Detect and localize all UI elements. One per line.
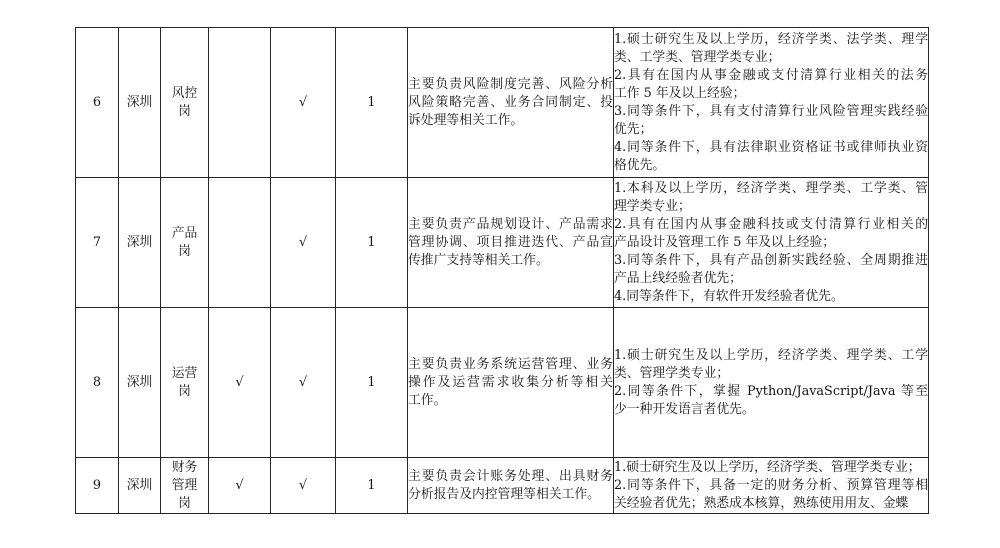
position-name-line: 运营 <box>171 365 198 381</box>
row-number: 6 <box>92 94 102 110</box>
requirement-item <box>614 288 928 306</box>
job-duties-line: 风险策略完善、业务合同制定、投 <box>408 94 613 110</box>
check-mark-cell <box>271 178 336 308</box>
work-location-cell <box>119 28 161 178</box>
job-duties-line: 传推广支持等相关工作。 <box>408 252 549 268</box>
requirement-item <box>614 459 928 477</box>
position-name-line: 风控 <box>171 85 198 101</box>
job-duties-line: 分析报告及内控管理等相关工作。 <box>408 486 600 502</box>
requirement-line: 工作 5 年及以上经验； <box>614 85 746 101</box>
requirement-line: 1.硕士研究生及以上学历，经济学类、管理学类专业； <box>614 459 921 475</box>
job-duties-line: 主要负责产品规划设计、产品需求 <box>408 216 613 232</box>
headcount: 1 <box>367 94 376 110</box>
job-duties-line: 诉处理等相关工作。 <box>408 112 524 128</box>
check-mark: √ <box>235 374 244 390</box>
job-requirements-cell <box>614 178 929 308</box>
job-duties-cell <box>408 308 614 458</box>
job-duties-line: 主要负责风险制度完善、风险分析 <box>408 76 613 92</box>
table-row <box>76 28 929 178</box>
check-mark-cell <box>271 308 336 458</box>
position-name-line: 岗 <box>178 243 191 259</box>
requirement-line: 2.具有在国内从事金融或支付清算行业相关的法务 <box>614 67 928 83</box>
requirement-item <box>614 252 928 288</box>
row-number: 7 <box>92 234 102 250</box>
position-name-line: 岗 <box>178 103 191 119</box>
work-location: 深圳 <box>126 234 153 250</box>
requirement-line: 1.硕士研究生及以上学历，经济学类、法学类、理学 <box>614 31 928 47</box>
requirement-item <box>614 216 928 252</box>
requirement-line: 类、工学类、管理学类专业； <box>614 49 781 65</box>
requirement-line: 3.同等条件下，具有支付清算行业风险管理实践经验 <box>614 103 928 119</box>
requirement-line: 2.同等条件下，具备一定的财务分析、预算管理等相 <box>614 477 928 493</box>
headcount: 1 <box>367 234 376 250</box>
row-number-cell <box>76 458 119 514</box>
check-mark-cell <box>271 28 336 178</box>
requirement-line: 4.同等条件下，有软件开发经验者优先。 <box>614 288 844 304</box>
position-name-line: 财务 <box>171 459 198 475</box>
work-location: 深圳 <box>126 94 153 110</box>
position-name-line: 岗 <box>178 383 191 399</box>
position-name-line: 岗 <box>178 495 191 511</box>
requirement-item <box>614 103 928 139</box>
requirement-item <box>614 31 928 67</box>
table-row <box>76 308 929 458</box>
check-mark: √ <box>298 477 308 493</box>
requirement-line: 2.同等条件下，掌握 Python/JavaScript/Java 等至 <box>614 383 928 399</box>
job-duties-line: 管理协调、项目推进迭代、产品宣 <box>408 234 613 250</box>
requirement-item <box>614 180 928 216</box>
requirement-item <box>614 477 928 513</box>
check-mark-cell <box>271 458 336 514</box>
requirement-line: 产品上线经验者优先； <box>614 270 742 286</box>
headcount-cell <box>336 28 408 178</box>
work-location-cell <box>119 178 161 308</box>
table-row <box>76 458 929 514</box>
headcount: 1 <box>367 374 376 390</box>
requirement-line: 类、管理学类专业； <box>614 365 730 381</box>
position-name-cell <box>161 28 209 178</box>
requirement-line: 1.硕士研究生及以上学历，经济学类、理学类、工学 <box>614 347 928 363</box>
check-mark-cell <box>209 178 271 308</box>
check-mark: √ <box>298 374 308 390</box>
requirement-line: 少一种开发语言者优先。 <box>614 401 755 417</box>
requirement-item <box>614 67 928 103</box>
requirement-line: 3.同等条件下，具有产品创新实践经验、全周期推进 <box>614 252 928 268</box>
check-mark-cell <box>209 458 271 514</box>
job-requirements-cell <box>614 28 929 178</box>
row-number-cell <box>76 178 119 308</box>
requirement-line: 关经验者优先；熟悉成本核算，熟练使用用友、金蝶 <box>614 495 909 511</box>
check-mark: √ <box>298 234 308 250</box>
requirement-line: 理学类专业； <box>614 198 691 214</box>
job-duties-cell <box>408 458 614 514</box>
job-duties-line: 操作及运营需求收集分析等相关 <box>408 374 613 390</box>
job-duties-line: 主要负责业务系统运营管理、业务 <box>408 356 613 372</box>
job-requirements-cell <box>614 308 929 458</box>
headcount-cell <box>336 178 408 308</box>
position-name-line: 管理 <box>171 477 198 493</box>
work-location: 深圳 <box>126 477 153 493</box>
check-mark: √ <box>298 94 308 110</box>
table-row <box>76 178 929 308</box>
position-name-cell <box>161 308 209 458</box>
job-requirements-cell <box>614 458 929 514</box>
check-mark-cell <box>209 308 271 458</box>
check-mark: √ <box>235 477 244 493</box>
requirement-line: 1.本科及以上学历，经济学类、理学类、工学类、管 <box>614 180 928 196</box>
row-number-cell <box>76 28 119 178</box>
requirement-item <box>614 383 928 419</box>
headcount-cell <box>336 308 408 458</box>
requirement-line: 格优先。 <box>614 157 666 173</box>
table-body <box>76 28 929 514</box>
job-duties-line: 工作。 <box>408 392 447 408</box>
work-location: 深圳 <box>126 374 153 390</box>
row-number-cell <box>76 308 119 458</box>
job-duties-cell <box>408 28 614 178</box>
job-duties-line: 主要负责会计账务处理、出具财务 <box>408 468 613 484</box>
position-name-cell <box>161 458 209 514</box>
headcount: 1 <box>367 477 376 493</box>
requirement-line: 4.同等条件下，具有法律职业资格证书或律师执业资 <box>614 139 928 155</box>
row-number: 9 <box>92 477 102 493</box>
requirement-line: 优先； <box>614 121 653 137</box>
requirement-line: 2.具有在国内从事金融科技或支付清算行业相关的 <box>614 216 928 232</box>
work-location-cell <box>119 458 161 514</box>
row-number: 8 <box>92 374 102 390</box>
work-location-cell <box>119 308 161 458</box>
headcount-cell <box>336 458 408 514</box>
requirement-item <box>614 347 928 383</box>
requirement-line: 产品设计及管理工作 5 年及以上经验； <box>614 234 836 250</box>
job-positions-table <box>75 27 929 514</box>
position-name-cell <box>161 178 209 308</box>
requirement-item <box>614 139 928 175</box>
position-name-line: 产品 <box>171 225 198 241</box>
job-duties-cell <box>408 178 614 308</box>
check-mark-cell <box>209 28 271 178</box>
